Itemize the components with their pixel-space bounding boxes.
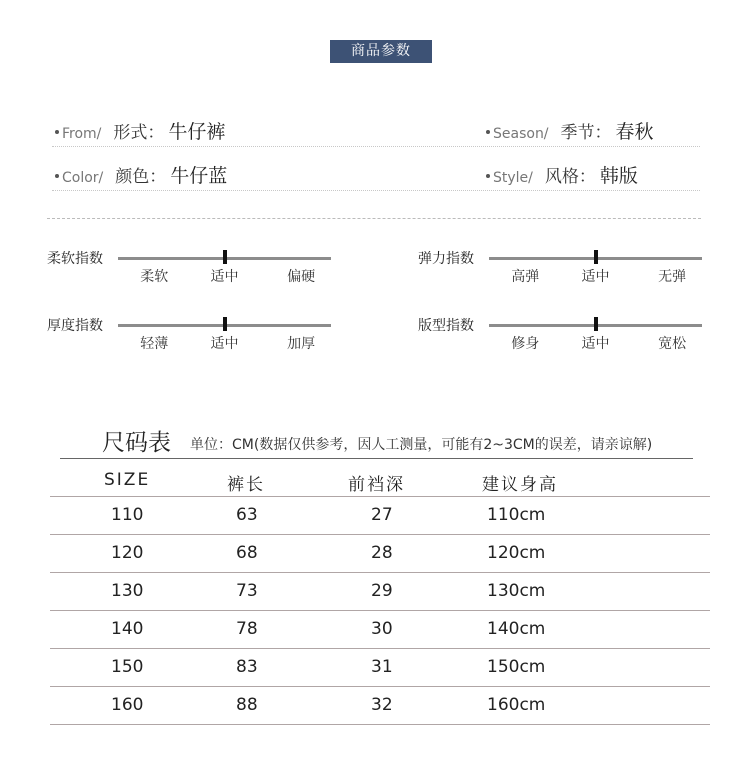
index-tick-mid: 适中 <box>581 336 610 352</box>
dotted-divider <box>52 190 700 191</box>
index-marker <box>223 317 227 331</box>
index-tick-low: 轻薄 <box>140 336 169 352</box>
index-label: 柔软指数 <box>47 251 103 267</box>
table-cell: 28 <box>371 543 393 563</box>
table-cell: 140 <box>111 619 144 639</box>
index-tick-high: 偏硬 <box>287 269 316 285</box>
attribute-row <box>52 161 700 191</box>
table-cell: 27 <box>371 505 393 525</box>
attribute-value: 牛仔裤 <box>168 121 226 143</box>
table-cell: 29 <box>371 581 393 601</box>
index-tick-low: 柔软 <box>140 269 169 285</box>
attribute-season <box>486 117 654 144</box>
column-header-height: 建议身高 <box>482 475 558 495</box>
attribute-en-label: Style/ <box>493 170 533 186</box>
bullet-icon <box>55 130 59 134</box>
index-tick-mid: 适中 <box>210 269 239 285</box>
attribute-en-label: Color/ <box>62 170 104 186</box>
table-cell: 160cm <box>487 695 546 715</box>
table-cell: 30 <box>371 619 393 639</box>
table-rule <box>50 686 710 687</box>
title-underline <box>60 458 693 459</box>
attribute-row <box>52 117 700 147</box>
table-rule <box>50 610 710 611</box>
index-label: 弹力指数 <box>418 251 474 267</box>
attribute-value: 牛仔蓝 <box>170 165 228 187</box>
attribute-cn-label: 形式： <box>113 123 165 143</box>
index-tick-high: 加厚 <box>287 336 316 352</box>
table-cell: 110cm <box>487 505 546 525</box>
attribute-style <box>486 161 638 188</box>
size-chart-title: 尺码表 <box>102 430 171 456</box>
bullet-icon <box>486 130 490 134</box>
attribute-from <box>55 117 225 144</box>
index-label: 版型指数 <box>418 318 474 334</box>
table-rule <box>50 572 710 573</box>
size-chart-note: 单位：CM(数据仅供参考，因人工测量，可能有2~3CM的误差，请亲谅解) <box>190 437 653 453</box>
attribute-color <box>55 161 227 188</box>
thickness-index <box>47 315 337 355</box>
table-cell: 120cm <box>487 543 546 563</box>
fit-index <box>418 315 708 355</box>
index-marker <box>594 317 598 331</box>
index-tick-low: 高弹 <box>511 269 540 285</box>
column-header-length: 裤长 <box>227 475 265 495</box>
index-tick-mid: 适中 <box>581 269 610 285</box>
table-rule <box>50 724 710 725</box>
index-tick-mid: 适中 <box>210 336 239 352</box>
attribute-value: 韩版 <box>599 165 638 187</box>
index-marker <box>223 250 227 264</box>
attribute-en-label: Season/ <box>493 126 549 142</box>
table-cell: 78 <box>236 619 258 639</box>
index-label: 厚度指数 <box>47 318 103 334</box>
table-cell: 120 <box>111 543 144 563</box>
table-cell: 140cm <box>487 619 546 639</box>
table-rule <box>50 534 710 535</box>
table-cell: 150 <box>111 657 144 677</box>
elasticity-index <box>418 248 708 288</box>
dotted-divider <box>52 146 700 147</box>
bullet-icon <box>486 174 490 178</box>
header-badge: 商品参数 <box>330 40 432 63</box>
attribute-value: 春秋 <box>615 121 654 143</box>
table-cell: 83 <box>236 657 258 677</box>
table-rule <box>50 496 710 497</box>
table-rule <box>50 648 710 649</box>
table-cell: 150cm <box>487 657 546 677</box>
table-cell: 63 <box>236 505 258 525</box>
table-cell: 130 <box>111 581 144 601</box>
softness-index <box>47 248 337 288</box>
attribute-en-label: From/ <box>62 126 102 142</box>
index-tick-low: 修身 <box>511 336 540 352</box>
table-cell: 88 <box>236 695 258 715</box>
index-marker <box>594 250 598 264</box>
attribute-cn-label: 颜色： <box>115 167 167 187</box>
table-cell: 32 <box>371 695 393 715</box>
table-cell: 130cm <box>487 581 546 601</box>
table-cell: 68 <box>236 543 258 563</box>
section-divider <box>47 218 701 219</box>
column-header-rise: 前裆深 <box>348 475 405 495</box>
attribute-cn-label: 风格： <box>544 167 596 187</box>
column-header-size: SIZE <box>104 470 151 490</box>
table-cell: 73 <box>236 581 258 601</box>
index-tick-high: 宽松 <box>658 336 687 352</box>
table-cell: 160 <box>111 695 144 715</box>
index-tick-high: 无弹 <box>658 269 687 285</box>
bullet-icon <box>55 174 59 178</box>
attribute-cn-label: 季节： <box>560 123 612 143</box>
table-cell: 110 <box>111 505 144 525</box>
table-cell: 31 <box>371 657 393 677</box>
